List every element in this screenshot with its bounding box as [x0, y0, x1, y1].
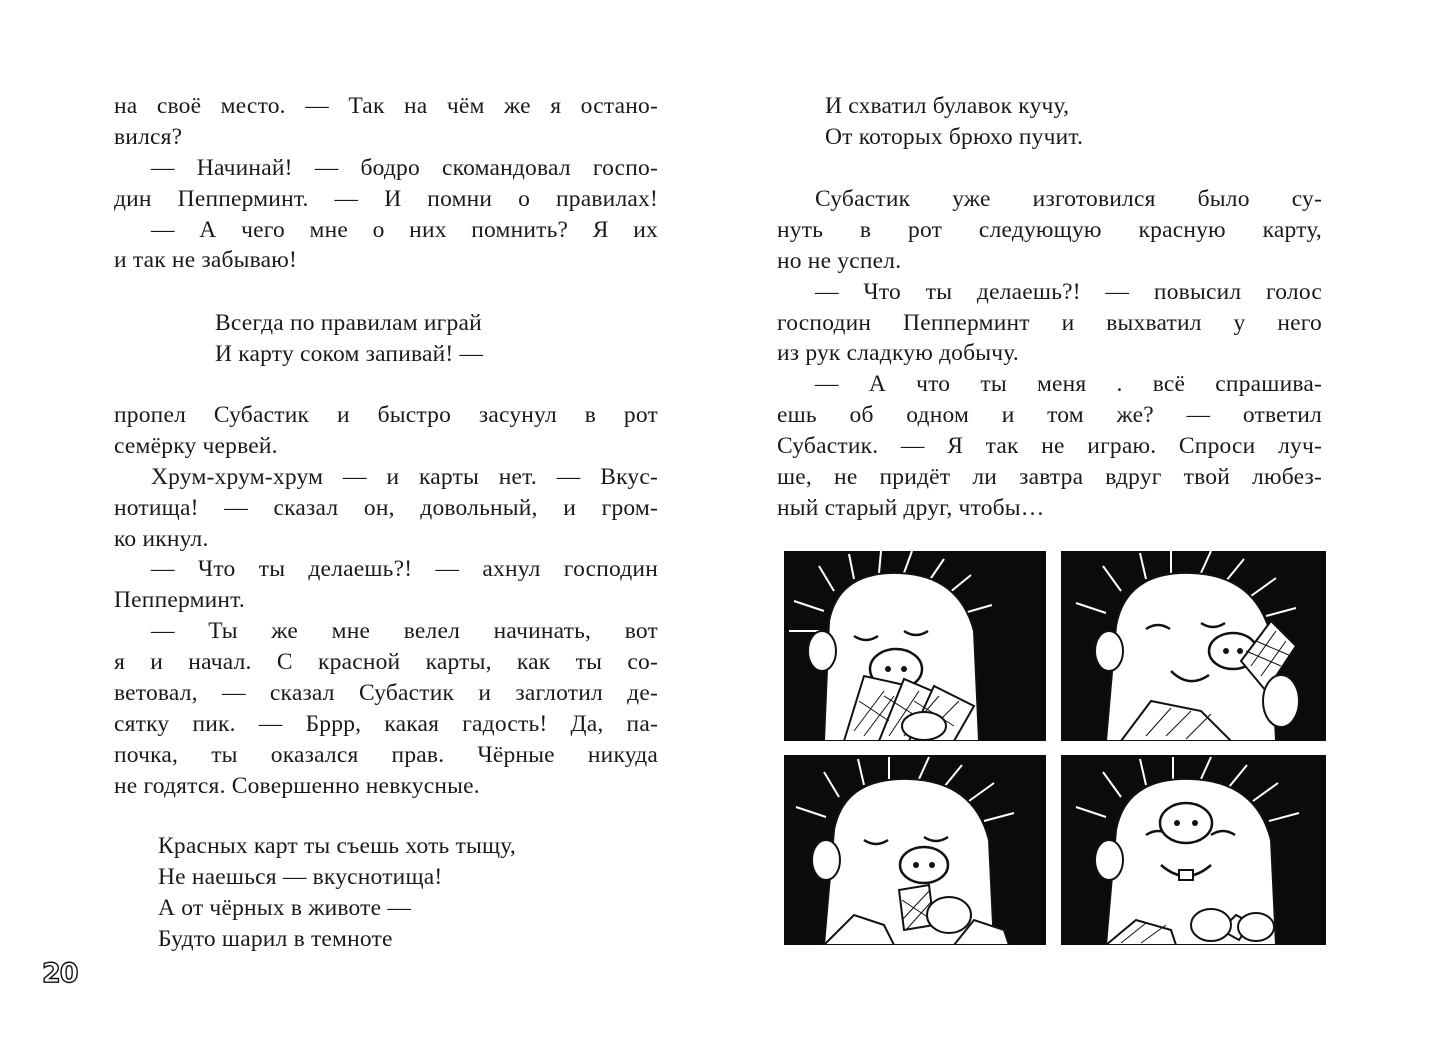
text-line: но не успел. [777, 247, 902, 274]
text-line: почка, ты оказался прав. Чёрные никуда [114, 741, 658, 768]
verse-block-1 [215, 308, 575, 370]
comic-panel-2 [1061, 551, 1326, 741]
verse-block-right [825, 91, 1245, 153]
text-line: — Что ты делаешь?! — ахнул господин [151, 556, 658, 583]
text-line: нотища! — сказал он, довольный, и гром- [114, 494, 658, 521]
text-line: из рук сладкую добычу. [777, 340, 1019, 367]
text-line: вился? [114, 123, 183, 150]
text-line: я и начал. С красной карты, как ты со- [114, 649, 658, 676]
text-line: ный старый друг, чтобы… [777, 494, 1045, 521]
text-line: на своё место. — Так на чём же я остано- [114, 93, 658, 119]
text-line: Пепперминт. [114, 587, 245, 614]
verse-line: И карту соком запивай! — [215, 340, 484, 367]
text-line: и так не забываю! [114, 247, 298, 274]
text-line: ветовал, — сказал Субастик и заглотил де- [114, 680, 658, 707]
comic-panel-4 [1061, 755, 1326, 945]
comic-panel-3 [784, 755, 1046, 945]
text-line: семёрку червей. [114, 432, 278, 459]
verse-line: От которых брюхо пучит. [825, 123, 1084, 150]
text-line: дин Пепперминт. — И помни о правилах! [114, 185, 658, 212]
sams-tasting-card-illustration [1061, 551, 1326, 741]
right-main-paragraphs [777, 184, 1322, 524]
text-line: — А что ты меня . всё спрашива- [815, 371, 1322, 398]
text-line: ше, не придёт ли завтра вдруг твой любез- [777, 464, 1322, 491]
text-line: Субастик уже изготовился было су- [815, 186, 1322, 212]
left-page [0, 0, 722, 1050]
text-line: нуть в рот следующую красную карту, [777, 216, 1322, 243]
verse-line: И схватил булавок кучу, [825, 93, 1070, 119]
text-line: — Что ты делаешь?! — повысил голос [815, 278, 1322, 305]
page-number: 20 [42, 958, 78, 989]
comic-panel-1 [784, 551, 1046, 741]
left-top-paragraphs [114, 91, 658, 276]
text-line: — Ты же мне велел начинать, вот [151, 618, 658, 645]
text-line: сятку пик. — Бррр, какая гадость! Да, па- [114, 710, 658, 737]
text-line: Субастик. — Я так не играю. Спроси луч- [777, 433, 1322, 460]
text-line: Хрум-хрум-хрум — и карты нет. — Вкус- [151, 463, 658, 490]
text-line: — Начинай! — бодро скомандовал госпо- [151, 154, 658, 181]
verse-line: Всегда по правилам играй [215, 310, 482, 336]
text-line: — А чего мне о них помнить? Я их [151, 216, 658, 243]
text-line: не годятся. Совершенно невкусные. [114, 772, 480, 799]
text-line: пропел Субастик и быстро засунул в рот [114, 402, 658, 428]
sams-holding-cards-illustration [784, 551, 1046, 741]
verse-line: Будто шарил в темноте [158, 925, 393, 952]
sams-smiling-illustration [1061, 755, 1326, 945]
verse-block-2 [158, 831, 638, 955]
verse-line: Не наешься — вкуснотища! [158, 863, 443, 890]
sams-eating-card-illustration [784, 755, 1046, 945]
left-middle-paragraphs [114, 400, 658, 802]
verse-line: Красных карт ты съешь хоть тыщу, [158, 833, 516, 859]
text-line: ешь об одном и том же? — ответил [777, 402, 1322, 429]
text-line: господин Пепперминт и выхватил у него [777, 309, 1322, 336]
text-line: ко икнул. [114, 525, 209, 552]
verse-line: А от чёрных в животе — [158, 894, 412, 921]
comic-illustration [784, 551, 1326, 945]
